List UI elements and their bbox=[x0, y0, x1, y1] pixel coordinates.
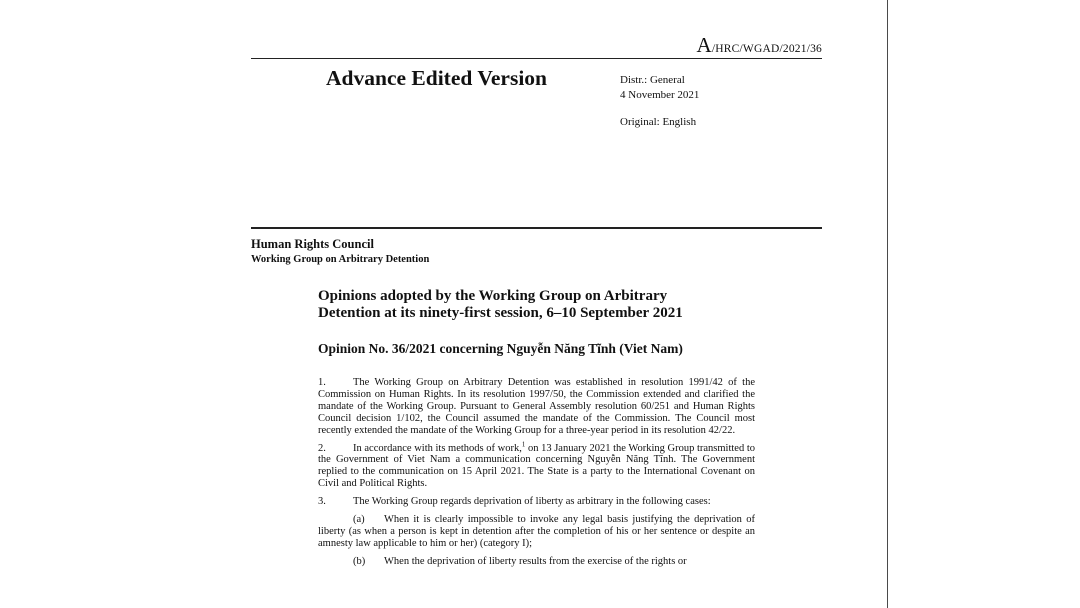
sub-item-text: When it is clearly impossible to invoke any legal basis justifying the deprivation of liberty (as when a person is kept in detention after the completion of his or her sentence or despite an amnesty law applicable to him or her) (category I); bbox=[318, 514, 755, 549]
distribution-label: Distr.: General bbox=[620, 74, 685, 86]
original-language: Original: English bbox=[620, 116, 697, 128]
paragraph-number: 1. bbox=[318, 377, 326, 388]
paragraph-text-continued: on 13 January 2021 the Working Group transmitted to the Government of Viet Nam a communication concerning Nguyễn Năng Tĩnh. The Government replied to the communication on 15 April 2021. The State is a party to the International Covenant on Civil and Political Rights. bbox=[318, 442, 755, 490]
sub-item-b bbox=[318, 556, 755, 568]
paragraph-1 bbox=[318, 377, 755, 437]
symbol-code: /HRC/WGAD/2021/36 bbox=[711, 43, 822, 55]
symbol-letter: A bbox=[696, 33, 712, 57]
sub-item-a bbox=[318, 514, 755, 550]
paragraph-text: The Working Group on Arbitrary Detention was established in resolution 1991/42 of the Commission on Human Rights. In its resolution 1997/50, the Commission extended and clarified the mandate of the Working Group. Pursuant to General Assembly resolution 60/251 and Human Rights Council decision 1/102, the Council assumed the mandate of the Commission. The Council most recently extended the mandate of the Working Group for a three-year period in its resolution 42/22. bbox=[318, 377, 755, 436]
document-title bbox=[318, 288, 788, 322]
sub-item-label: (b) bbox=[353, 555, 366, 567]
document-date: 4 November 2021 bbox=[620, 89, 700, 101]
title-line-2: Detention at its ninety-first session, 6–10 September 2021 bbox=[318, 305, 683, 321]
paragraph-number: 3. bbox=[318, 496, 326, 508]
advance-edited-label: Advance Edited Version bbox=[326, 66, 548, 90]
header-rule bbox=[251, 58, 822, 59]
council-name: Human Rights Council bbox=[251, 237, 374, 251]
paragraph-2 bbox=[318, 440, 755, 491]
sub-item-text: When the deprivation of liberty results from the exercise of the rights or bbox=[384, 555, 687, 567]
page-edge-line bbox=[887, 0, 888, 608]
section-rule bbox=[251, 227, 822, 229]
footnote-marker[interactable]: 1 bbox=[521, 440, 526, 449]
document-body bbox=[318, 377, 755, 574]
sub-item-label: (a) bbox=[353, 514, 365, 526]
paragraph-text: In accordance with its methods of work, bbox=[353, 442, 522, 454]
working-group-name: Working Group on Arbitrary Detention bbox=[251, 254, 430, 265]
opinion-heading: Opinion No. 36/2021 concerning Nguyễn Năng Tĩnh (Viet Nam) bbox=[318, 341, 683, 356]
title-line-1: Opinions adopted by the Working Group on Arbitrary bbox=[318, 288, 668, 304]
document-symbol bbox=[697, 33, 822, 58]
paragraph-text: The Working Group regards deprivation of liberty as arbitrary in the following cases: bbox=[353, 496, 711, 508]
paragraph-3 bbox=[318, 496, 755, 508]
paragraph-number: 2. bbox=[318, 442, 326, 454]
